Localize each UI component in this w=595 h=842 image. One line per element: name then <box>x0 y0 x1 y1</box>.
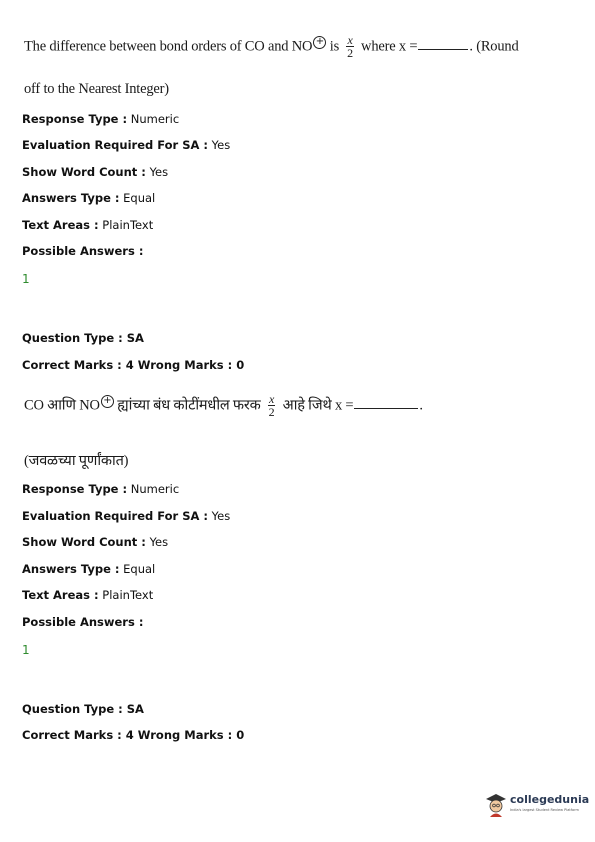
text-areas-row: Text Areas : PlainText <box>22 588 154 602</box>
answer-blank <box>354 398 418 409</box>
question-text: . <box>419 397 423 414</box>
question-text: CO आणि <box>24 397 76 414</box>
question-2-line-2: (जवळच्या पूर्णांकात) <box>24 453 129 469</box>
positive-charge-icon: + <box>313 36 326 49</box>
fraction <box>346 34 353 60</box>
species-label: NO <box>291 38 313 55</box>
possible-answers-row: Possible Answers : <box>22 615 144 629</box>
marks-row: Correct Marks : 4 Wrong Marks : 0 <box>22 358 245 372</box>
logo-tagline: India's largest Student Review Platform <box>510 808 579 812</box>
response-type-row: Response Type : Numeric <box>22 112 180 126</box>
question-type-row: Question Type : SA <box>22 702 144 716</box>
response-type-row: Response Type : Numeric <box>22 482 180 496</box>
answer-blank <box>418 39 468 50</box>
fraction <box>268 393 275 419</box>
question-text: . (Round <box>469 38 519 55</box>
fraction-denominator: 2 <box>347 46 353 60</box>
evaluation-required-row: Evaluation Required For SA : Yes <box>22 509 231 523</box>
question-text: is <box>329 38 340 55</box>
fraction-numerator: x <box>347 33 353 47</box>
marks-row: Correct Marks : 4 Wrong Marks : 0 <box>22 728 245 742</box>
question-text: ह्यांच्या बंध कोटींमधील फरक <box>117 397 261 414</box>
collegedunia-logo <box>484 790 590 820</box>
species-label: NO <box>79 397 100 414</box>
possible-answer-value: 1 <box>22 643 30 657</box>
possible-answer-value: 1 <box>22 272 30 286</box>
fraction-numerator: x <box>269 392 275 406</box>
show-word-count-row: Show Word Count : Yes <box>22 165 169 179</box>
question-type-row: Question Type : SA <box>22 331 144 345</box>
question-2-line-1 <box>24 393 423 419</box>
fraction-denominator: 2 <box>268 405 275 419</box>
text-areas-row: Text Areas : PlainText <box>22 218 154 232</box>
answers-type-row: Answers Type : Equal <box>22 191 156 205</box>
positive-charge-icon: + <box>101 395 114 408</box>
answers-type-row: Answers Type : Equal <box>22 562 156 576</box>
evaluation-required-row: Evaluation Required For SA : Yes <box>22 138 231 152</box>
question-text: The difference between bond orders of CO and <box>24 38 289 55</box>
show-word-count-row: Show Word Count : Yes <box>22 535 169 549</box>
student-avatar-icon <box>484 792 508 818</box>
question-text: आहे जिथे x = <box>282 397 354 414</box>
question-1-line-1 <box>24 34 519 60</box>
question-text: where x = <box>361 38 418 55</box>
logo-wordmark: collegedunia <box>510 793 590 806</box>
question-1-line-2: off to the Nearest Integer) <box>24 81 169 97</box>
possible-answers-row: Possible Answers : <box>22 244 144 258</box>
